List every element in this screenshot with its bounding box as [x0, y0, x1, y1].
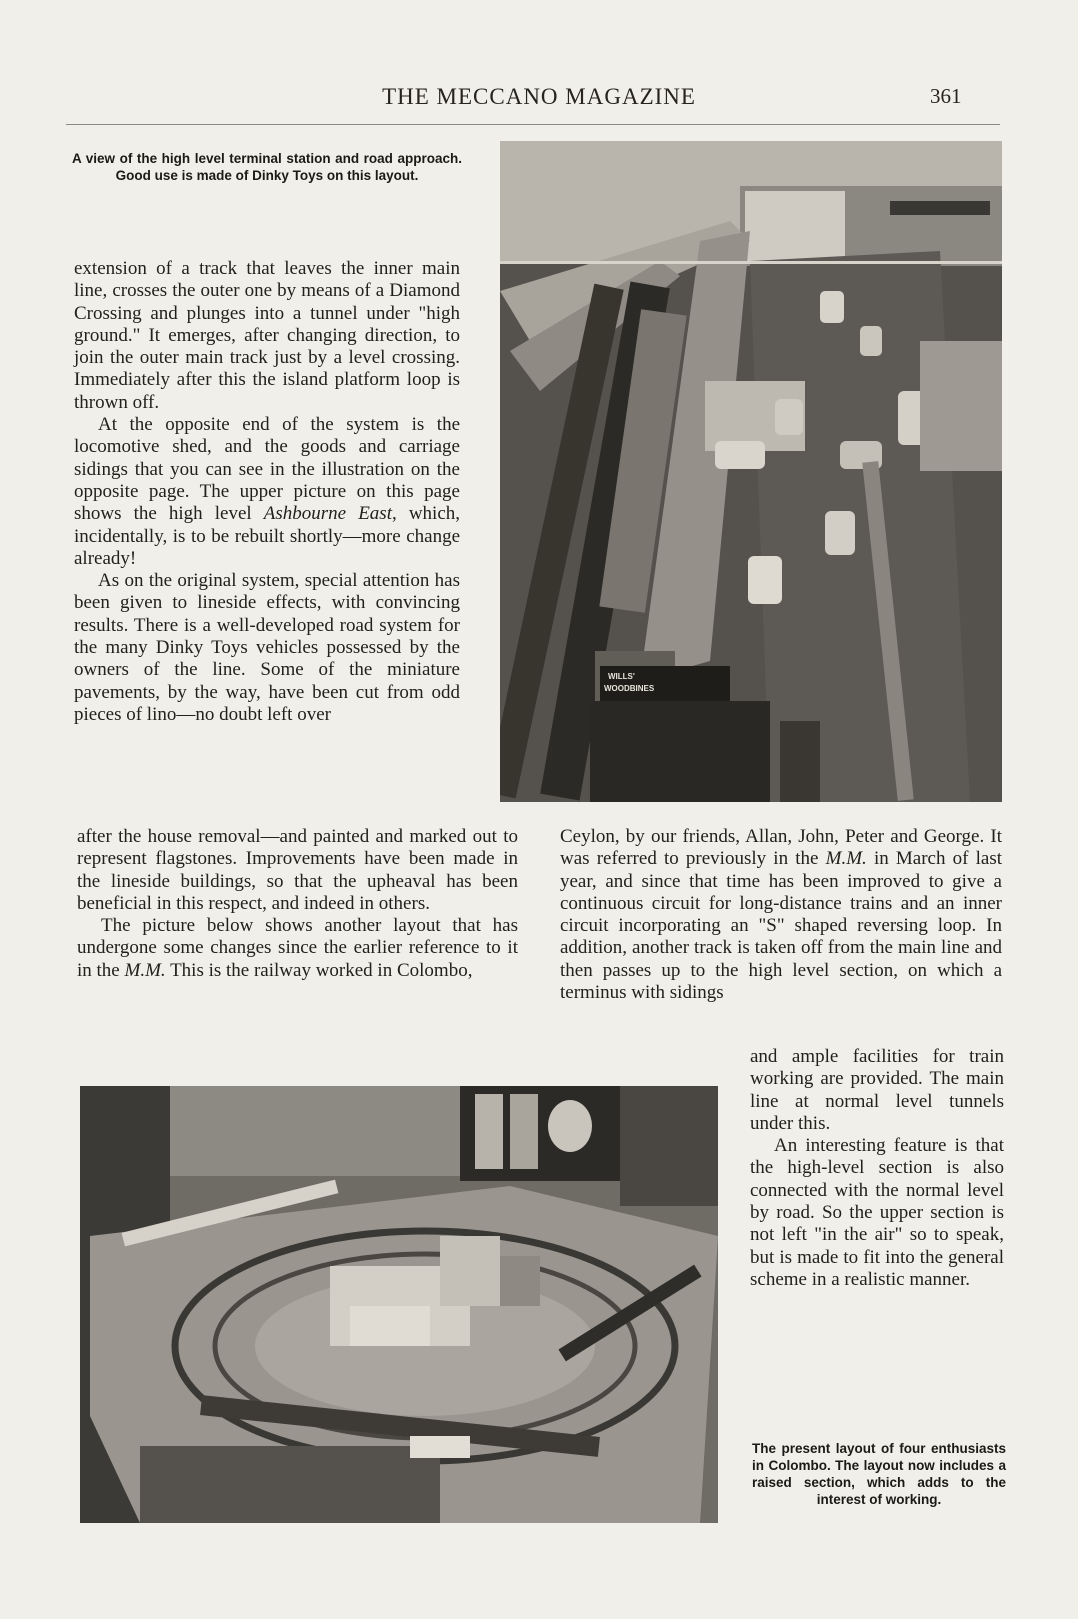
top-photo-caption: A view of the high level terminal station and road approach. Good use is made of Dinky Toys on this layout. — [72, 151, 462, 183]
col-b-paragraph-1: after the house removal—and painted and marked out to represent flagstones. Improvements have been made in the lineside buildings, so that the upheaval has been beneficial in this respect, and indeed in others. — [77, 826, 518, 914]
article-column-d — [750, 1046, 1004, 1291]
article-column-b — [77, 826, 518, 982]
col-a-paragraph-2: At the opposite end of the system is the locomotive shed, and the goods and carriage sidings that you can see in the illustration on the opposite page. The upper picture on this page shows the high level Ashbourne East, which, incidentally, is to be rebuilt shortly—more change already! — [74, 414, 461, 569]
bottom-photo-colombo-layout — [80, 1086, 718, 1523]
header-rule — [66, 124, 1000, 125]
page-number: 361 — [930, 84, 962, 108]
col-d-paragraph-1: and ample facilities for train working are provided. The main line at normal level tunnels under this. — [750, 1046, 1004, 1134]
station-name-ashbourne-east: Ashbourne East — [263, 503, 392, 525]
article-column-c — [560, 826, 1002, 1004]
col-c-paragraph-1: Ceylon, by our friends, Allan, John, Peter and George. It was referred to previously in the M.M. in March of last year, and since that time has been improved to give a continuous circuit for long-distance trains and an inner circuit incorporating an "S" shaped reversing loop. In addition, another track is taken off from the main line and then passes up to the high level section, on which a terminus with sidings — [560, 826, 1003, 1004]
magazine-abbrev: M.M. — [825, 848, 867, 870]
col-a-paragraph-1: extension of a track that leaves the inner main line, crosses the outer one by means of a Diamond Crossing and plunges into a tunnel under "high ground." It emerges, after changing direction, to join the outer main track just by a level crossing. Immediately after this the island platform loop is thrown off. — [74, 258, 460, 413]
top-photo-terminal-station — [500, 141, 1002, 802]
col-d-paragraph-2: An interesting feature is that the high-level section is also connected with the normal level by road. So the upper section is not left "in the air" so to speak, but is made to fit into the general scheme in a realistic manner. — [750, 1135, 1004, 1290]
running-head: THE MECCANO MAGAZINE — [382, 84, 696, 109]
sign-line1: WILLS' — [608, 672, 635, 681]
col-a-paragraph-3: As on the original system, special attention has been given to lineside effects, with convincing results. There is a well-developed road system for the many Dinky Toys vehicles possessed by the owners of the line. Some of the miniature pavements, by the way, have been cut from odd pieces of lino—no doubt left over — [74, 570, 460, 725]
col-b-paragraph-2: The picture below shows another layout that has undergone some changes since the earlier reference to it in the M.M. This is the railway worked in Colombo, — [77, 915, 518, 981]
magazine-abbrev: M.M. — [124, 959, 166, 981]
sign-line2: WOODBINES — [604, 684, 655, 693]
article-column-a — [74, 258, 460, 726]
bottom-photo-caption: The present layout of four enthusiasts in Colombo. The layout now includes a raised section, which adds to the interest of working. — [752, 1441, 1006, 1507]
